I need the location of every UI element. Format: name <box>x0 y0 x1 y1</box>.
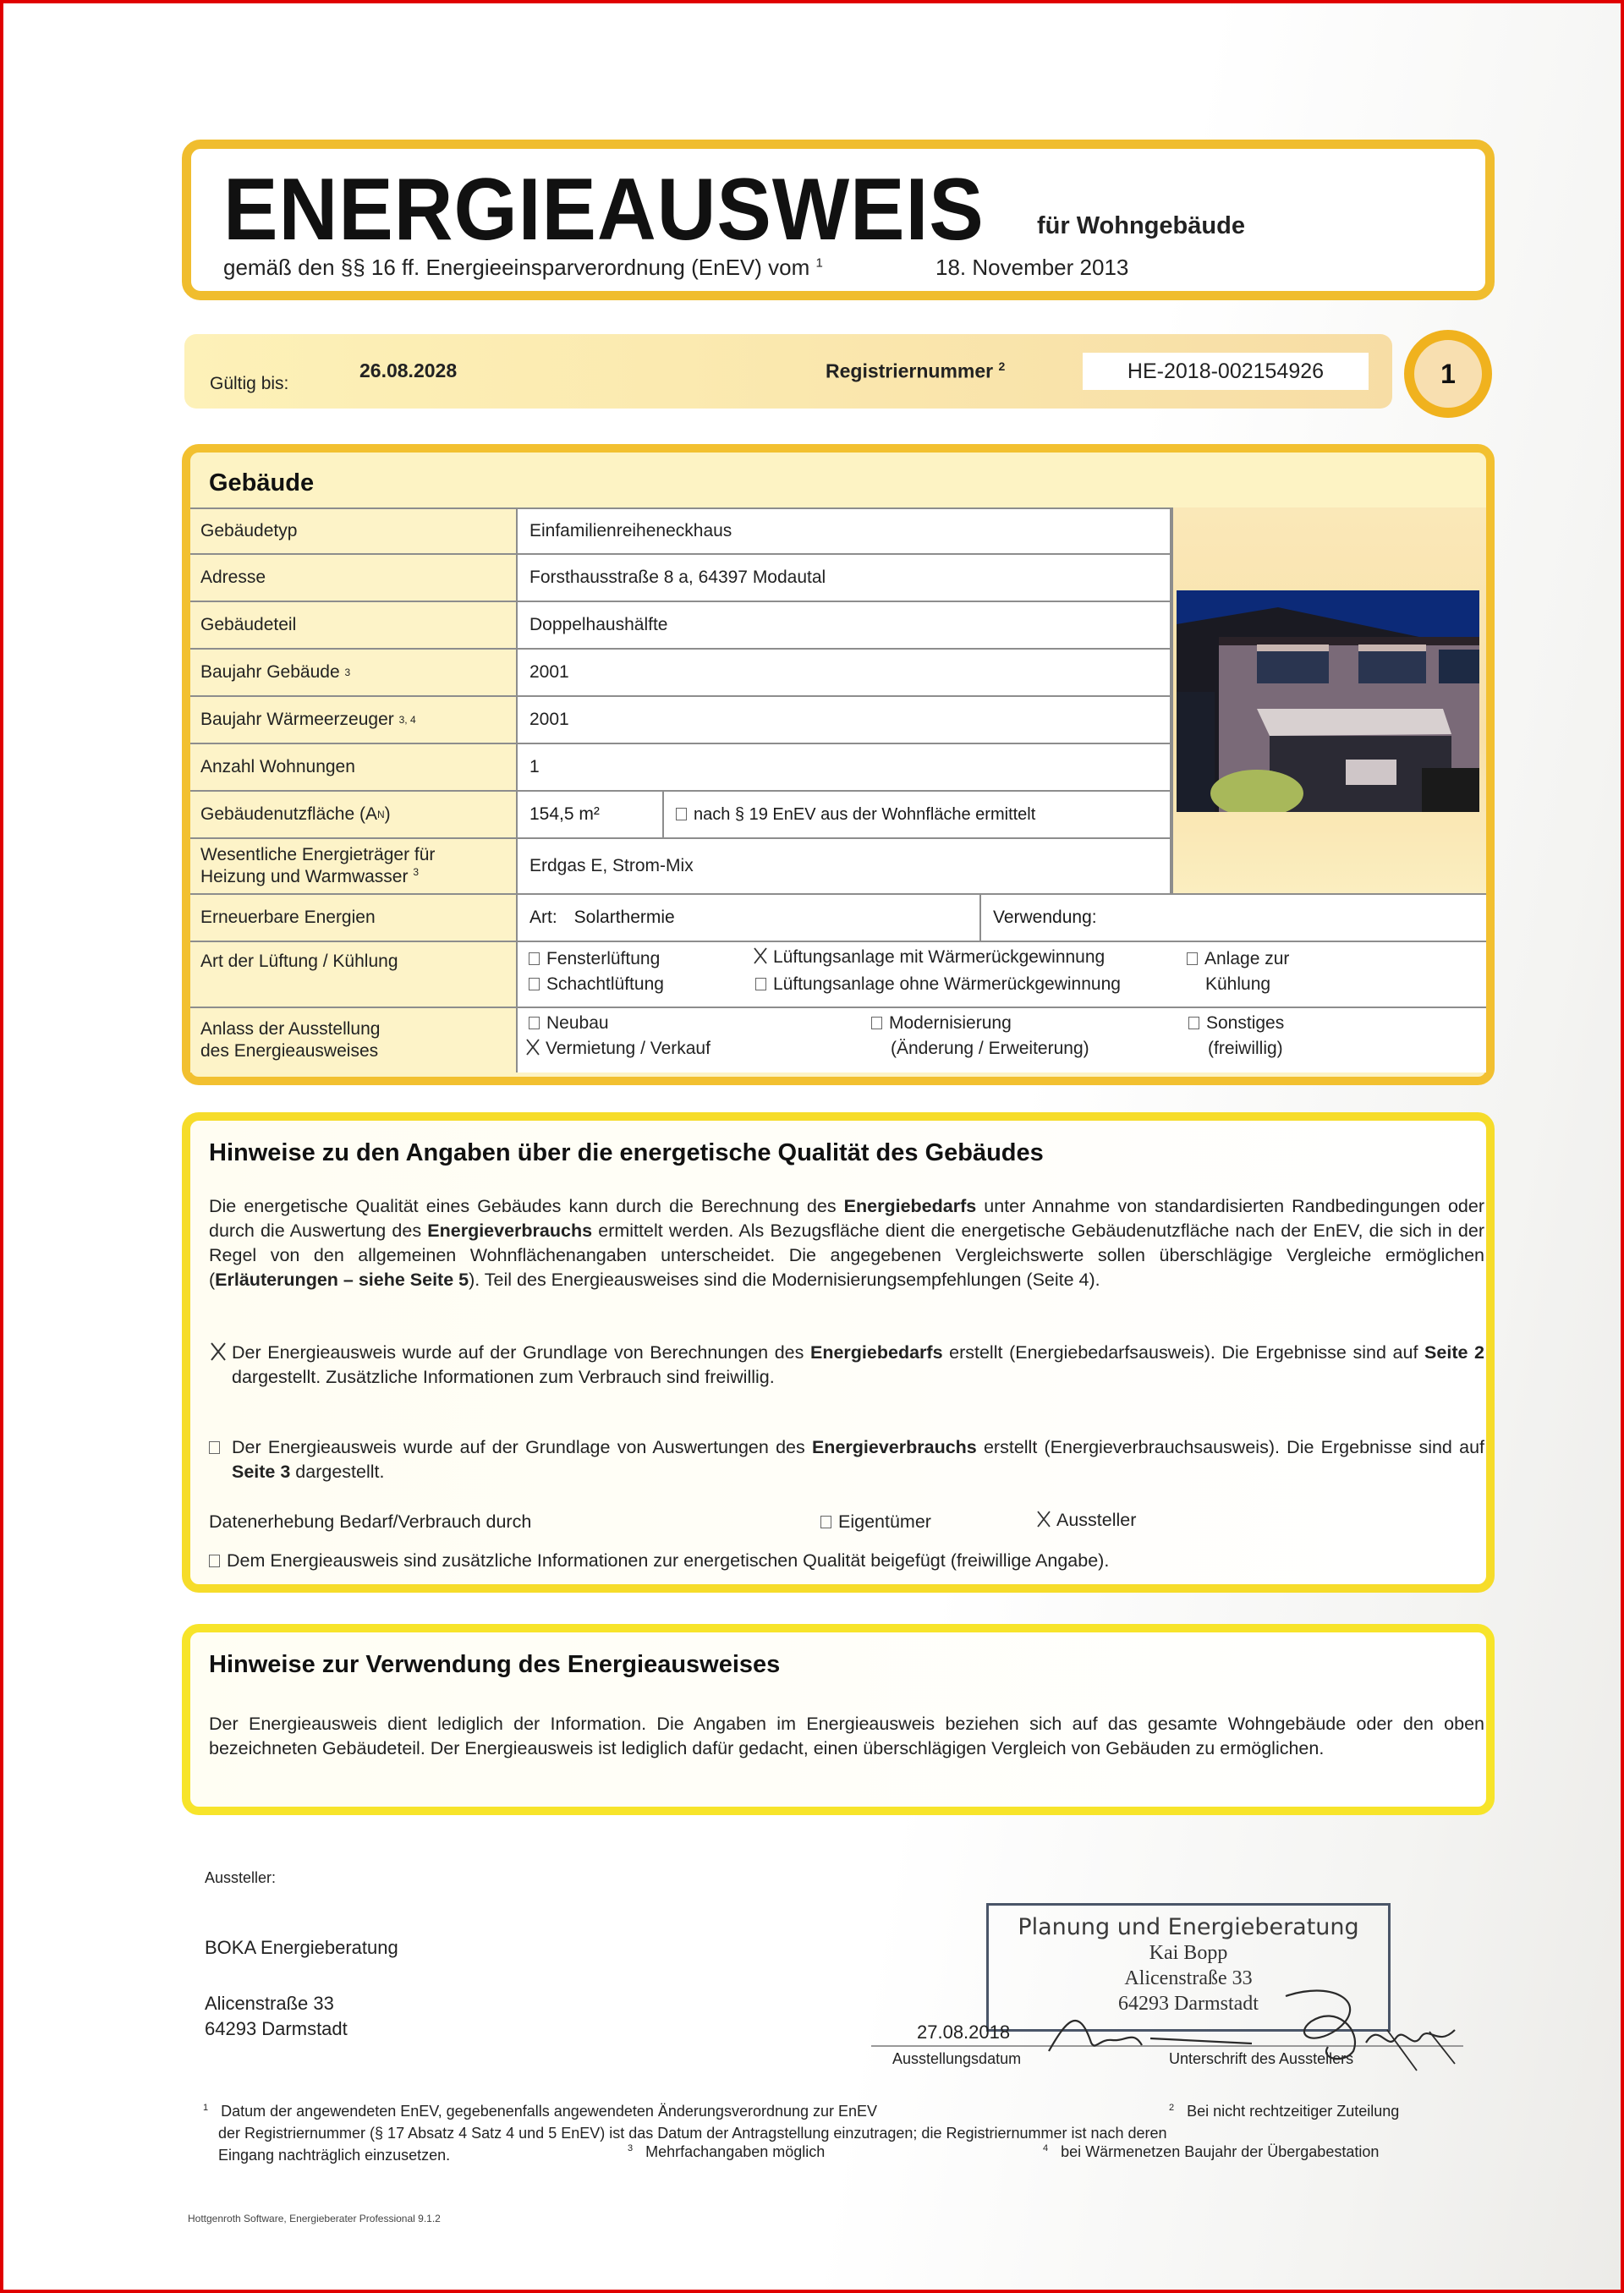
option-label: Neubau <box>546 1013 609 1033</box>
row-label-text: Wesentliche Energieträger für <box>200 844 436 864</box>
row-label-end: ) <box>384 804 391 824</box>
registration-number: HE-2018-002154926 <box>1083 353 1369 390</box>
section-title: Hinweise zur Verwendung des Energieausweises <box>209 1651 781 1678</box>
footnote-number: 2 <box>1169 2103 1175 2113</box>
signature-icon <box>1032 1971 1472 2072</box>
footnote-marker: 3 <box>413 866 420 878</box>
option-lueftungsanlage-mit-wrg[interactable] <box>753 947 1105 968</box>
option-anlage-zur-kuehlung[interactable] <box>1187 949 1289 969</box>
enev-reference-text: gemäß den §§ 16 ff. Energieeinsparverordnung (EnEV) vom <box>223 255 810 280</box>
option-label: Lüftungsanlage ohne Wärmerückgewinnung <box>773 974 1121 994</box>
text: dargestellt. Zusätzliche Informationen zum Verbrauch sind freiwillig. <box>232 1367 775 1387</box>
text: dargestellt. <box>290 1462 385 1482</box>
row-label-text: Heizung und Warmwasser <box>200 867 409 886</box>
option-neubau[interactable] <box>529 1013 609 1034</box>
checkbox-unchecked-icon[interactable] <box>676 808 687 820</box>
row-label <box>190 839 516 893</box>
option-schachtlueftung[interactable] <box>529 974 664 995</box>
option-zusatzinformationen[interactable] <box>209 1550 1109 1572</box>
issue-date: 27.08.2018 <box>917 2021 1011 2043</box>
section-title: Gebäude <box>209 469 315 496</box>
checkbox-unchecked-icon[interactable] <box>529 1017 540 1029</box>
stamp-line: Planung und Energieberatung <box>1018 1914 1359 1940</box>
option-label: Modernisierung <box>889 1013 1012 1033</box>
option-fensterlueftung[interactable] <box>529 949 660 969</box>
footnote-number: 3 <box>628 2143 634 2153</box>
house-photo-image <box>1177 590 1479 812</box>
table-row <box>190 1007 1486 1072</box>
software-credit: Hottgenroth Software, Energieberater Professional 9.1.2 <box>188 2213 441 2224</box>
row-label-text: des Energieausweises <box>200 1041 379 1061</box>
option-vermietung-verkauf[interactable] <box>525 1039 710 1059</box>
footnote-2-cont: der Registriernummer (§ 17 Absatz 4 Satz 4 und 5 EnEV) ist das Datum der Antragstellung einzutragen; die Registriernummer ist nach deren <box>218 2125 1167 2142</box>
signature-label: Unterschrift des Ausstellers <box>1169 2050 1354 2067</box>
option-label: Lüftungsanlage mit Wärmerückgewinnung <box>773 947 1106 967</box>
table-row <box>190 893 1486 941</box>
option-bedarfsausweis[interactable] <box>209 1341 1484 1390</box>
footnote-marker: 3 <box>344 666 351 678</box>
bold-text: Energiebedarfs <box>810 1342 943 1363</box>
footnote-marker: 3, 4 <box>398 713 416 726</box>
bold-text: Energiebedarfs <box>843 1196 977 1216</box>
valid-until-label: Gültig bis: <box>210 374 289 393</box>
option-label: Eigentümer <box>838 1511 931 1532</box>
datenerhebung-label: Datenerhebung Bedarf/Verbrauch durch <box>209 1511 532 1532</box>
row-label-text: Baujahr Gebäude <box>200 661 340 682</box>
text: erstellt (Energieverbrauchsausweis). Die Ergebnisse sind auf <box>976 1437 1485 1457</box>
section-gebaeude <box>182 444 1495 1085</box>
checkbox-unchecked-icon[interactable] <box>871 1017 882 1029</box>
checkbox-unchecked-icon[interactable] <box>1187 952 1198 965</box>
renewable-usage <box>981 895 1486 941</box>
aussteller-city: 64293 Darmstadt <box>205 2018 348 2039</box>
checkbox-unchecked-icon[interactable] <box>755 978 766 990</box>
footnote-text: bei Wärmenetzen Baujahr der Übergabestation <box>1061 2143 1380 2160</box>
option-label: Sonstiges <box>1206 1013 1285 1033</box>
option-label-line2: (Änderung / Erweiterung) <box>891 1039 1089 1058</box>
row-value: 1 <box>516 744 1171 790</box>
row-label-text: Anlass der Ausstellung <box>200 1018 381 1039</box>
option-label: Fensterlüftung <box>546 949 661 968</box>
issue-date-label: Ausstellungsdatum <box>892 2050 1022 2067</box>
registration-label <box>826 359 1005 383</box>
checkbox-unchecked-icon[interactable] <box>529 952 540 965</box>
row-label: Erneuerbare Energien <box>190 895 516 941</box>
stamp-line: 64293 Darmstadt <box>1118 1993 1259 2015</box>
footnote-4 <box>1043 2143 1379 2161</box>
footnote-number: 1 <box>203 2103 209 2113</box>
row-label <box>190 650 516 695</box>
row-label: Anzahl Wohnungen <box>190 744 516 790</box>
document-title: ENERGIEAUSWEIS <box>223 161 985 259</box>
bold-text: Energieverbrauchs <box>811 1437 977 1457</box>
aussteller-street: Alicenstraße 33 <box>205 1993 334 2014</box>
row-value: 154,5 m² <box>516 792 664 837</box>
intro-paragraph <box>209 1194 1484 1292</box>
photo-area <box>1171 507 1486 893</box>
footnote-2 <box>1169 2103 1399 2120</box>
header-box <box>182 140 1495 300</box>
option-label-line2: (freiwillig) <box>1208 1039 1283 1058</box>
option-label: nach § 19 EnEV aus der Wohnfläche ermittelt <box>694 804 1036 824</box>
verwendung-label: Verwendung: <box>993 908 1097 927</box>
art-label: Art: <box>529 908 557 927</box>
checkbox-unchecked-icon[interactable] <box>1188 1017 1199 1029</box>
checkbox-unchecked-icon[interactable] <box>209 1441 220 1454</box>
footnote-marker: 2 <box>998 359 1006 373</box>
row-label: Art der Lüftung / Kühlung <box>190 942 516 1007</box>
row-label <box>190 1008 516 1072</box>
option-label: Dem Energieausweis sind zusätzliche Informationen zur energetischen Qualität beigefügt (freiwillige Angabe). <box>227 1550 1110 1571</box>
enev-reference <box>223 255 823 281</box>
text: ). Teil des Energieausweises sind die Modernisierungsempfehlungen (Seite 4). <box>469 1270 1100 1290</box>
table-row <box>190 941 1486 1007</box>
document-subtitle: für Wohngebäude <box>1037 212 1245 239</box>
text: ermittelt werden. Als Bezugsfläche dient die energetische Gebäudenutzfläche nach der EnEV, die sich in der Regel von den allgemeinen Wohnflächenangaben unterscheidet. Die angegebenen Vergleichswerte sollen überschlägige Vergleiche ermöglichen ( <box>209 1221 1484 1290</box>
row-value: 2001 <box>516 697 1171 743</box>
section-hinweise-qualitaet <box>182 1112 1495 1593</box>
house-photo <box>1177 590 1479 812</box>
stamp-line: Alicenstraße 33 <box>1124 1967 1253 1989</box>
art-value: Solarthermie <box>573 908 675 927</box>
option-aussteller[interactable] <box>1036 1510 1136 1531</box>
row-value: Doppelhaushälfte <box>516 602 1171 648</box>
row-value: Einfamilienreiheneckhaus <box>516 509 1171 553</box>
footnote-text: Datum der angewendeten EnEV, gegebenenfalls angewendeten Änderungsverordnung zur EnEV <box>221 2103 878 2120</box>
valid-until-date: 26.08.2028 <box>359 359 458 381</box>
option-verbrauchsausweis[interactable] <box>209 1435 1484 1484</box>
checkbox-checked-x-icon[interactable] <box>1036 1510 1051 1528</box>
row-label: Adresse <box>190 555 516 601</box>
option-eigentuemer[interactable] <box>820 1511 931 1533</box>
row-label-text: Baujahr Wärmeerzeuger <box>200 709 394 729</box>
section-title: Hinweise zu den Angaben über die energetische Qualität des Gebäudes <box>209 1139 1044 1166</box>
option-sonstiges[interactable] <box>1188 1013 1284 1034</box>
checkbox-unchecked-icon[interactable] <box>209 1555 220 1567</box>
usage-paragraph: Der Energieausweis dient lediglich der Information. Die Angaben im Energieausweis beziehen sich auf das gesamte Wohngebäude oder den oben bezeichneten Gebäudeteil. Der Energieausweis ist lediglich dafür gedacht, einen überschlägigen Vergleich von Gebäuden zu ermöglichen. <box>209 1714 1484 1758</box>
row-label-text: Gebäudenutzfläche (A <box>200 804 377 824</box>
checkbox-unchecked-icon[interactable] <box>820 1516 831 1528</box>
option-label: Aussteller <box>1056 1510 1137 1530</box>
text: Die energetische Qualität eines Gebäudes kann durch die Berechnung des <box>209 1196 844 1216</box>
bold-text: Seite 3 <box>232 1462 291 1482</box>
enev-date: 18. November 2013 <box>935 255 1129 280</box>
text: Der Energieausweis wurde auf der Grundlage von Auswertungen des <box>232 1437 812 1457</box>
option-label: Anlage zur <box>1204 949 1290 968</box>
bold-text: Energieverbrauchs <box>427 1221 593 1241</box>
footnote-2-end: Eingang nachträglich einzusetzen. <box>218 2147 451 2164</box>
option-label: Vermietung / Verkauf <box>546 1039 710 1058</box>
option-lueftungsanlage-ohne-wrg[interactable] <box>755 974 1121 995</box>
footnote-marker: 1 <box>815 255 823 271</box>
renewable-type <box>516 895 981 941</box>
footnote-text: Mehrfachangaben möglich <box>645 2143 826 2160</box>
checkbox-unchecked-icon[interactable] <box>529 978 540 990</box>
row-label <box>190 792 516 837</box>
checkbox-checked-x-icon[interactable] <box>209 1341 228 1363</box>
validity-bar <box>184 334 1392 409</box>
option-label: Schachtlüftung <box>546 974 664 994</box>
footnote-text: Bei nicht rechtzeitiger Zuteilung <box>1187 2103 1400 2120</box>
stamp-line: Kai Bopp <box>1149 1942 1228 1964</box>
text: erstellt (Energiebedarfsausweis). Die Ergebnisse sind auf <box>942 1342 1425 1363</box>
page-number-badge: 1 <box>1404 330 1492 418</box>
checkbox-checked-x-icon[interactable] <box>525 1038 540 1056</box>
section-hinweise-verwendung <box>182 1624 1495 1815</box>
row-label <box>190 697 516 743</box>
registration-label-text: Registriernummer <box>826 359 994 382</box>
row-label: Gebäudeteil <box>190 602 516 648</box>
option-modernisierung[interactable] <box>871 1013 1012 1034</box>
option-label-line2: Kühlung <box>1205 974 1271 994</box>
text: unter Annahme von standardisierten Randbedingungen oder durch die Auswertung des <box>209 1196 1484 1241</box>
aussteller-label: Aussteller: <box>205 1869 277 1886</box>
footnote-3 <box>628 2143 825 2161</box>
checkbox-checked-x-icon[interactable] <box>753 946 768 965</box>
wohnflaeche-option[interactable] <box>664 792 1171 837</box>
row-value: Forsthausstraße 8 a, 64397 Modautal <box>516 555 1171 601</box>
bold-text: Erläuterungen – siehe Seite 5 <box>215 1270 469 1290</box>
text: Der Energieausweis wurde auf der Grundlage von Berechnungen des <box>232 1342 810 1363</box>
row-value: 2001 <box>516 650 1171 695</box>
bold-text: Seite 2 <box>1424 1342 1484 1363</box>
row-value: Erdgas E, Strom-Mix <box>516 839 1171 893</box>
row-label-line2 <box>200 866 419 888</box>
footnote-number: 4 <box>1043 2143 1049 2153</box>
aussteller-name: BOKA Energieberatung <box>205 1937 398 1958</box>
subscript: N <box>376 808 385 820</box>
footnote-1 <box>203 2103 877 2120</box>
row-label: Gebäudetyp <box>190 509 516 553</box>
